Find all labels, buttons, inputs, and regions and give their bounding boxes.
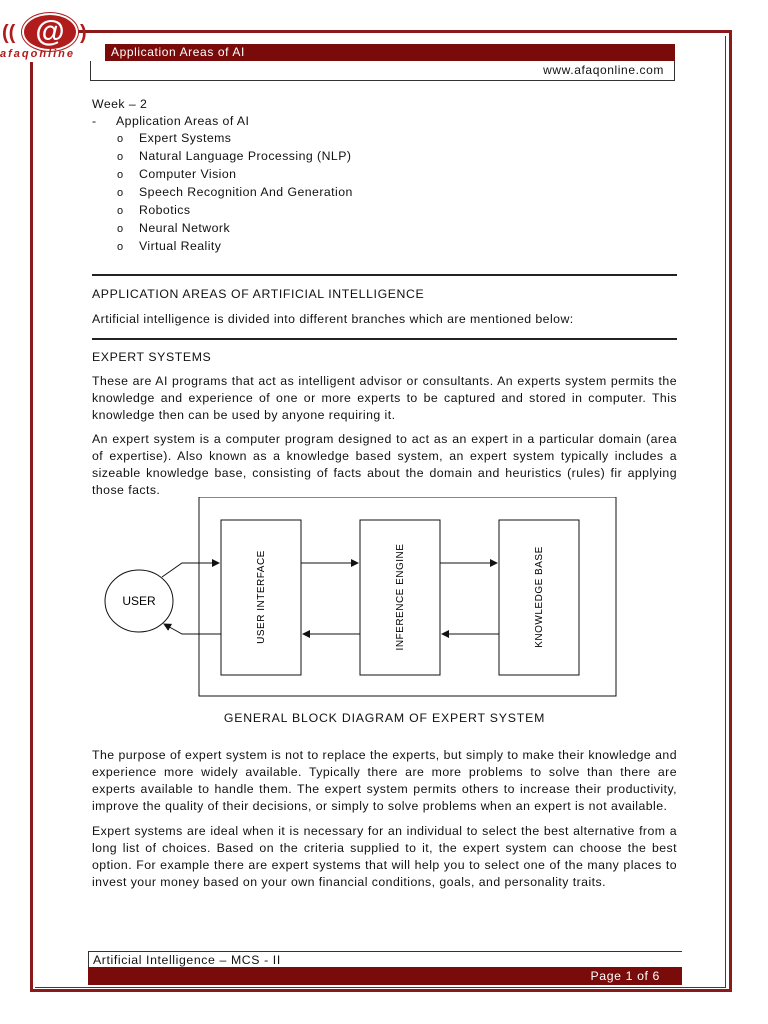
expert-systems-paragraph-2: An expert system is a computer program designed to act as an expert in a particular domain (area of expertise). Also known as a knowledge based system, an expert system typically includes a sizeable knowledge base, consisting of facts about the domain and heuristics (rules) fir applying those facts. [92,432,677,497]
expert-system-block-diagram [92,497,677,737]
header-url[interactable]: www.afaqonline.com [90,61,675,81]
diagram-caption: GENERAL BLOCK DIAGRAM OF EXPERT SYSTEM [223,711,546,725]
outline-topic-text: Application Areas of AI [116,114,250,128]
circle-bullet-icon: o [117,133,124,145]
purpose-paragraph-1: The purpose of expert system is not to replace the experts, but simply to make their knowledge and experience more widely available. Typically there are more problems to solve than there are experts available to handle them. The expert system permits others to increase their productivity, improve the quality of their decisions, or simply to solve problems when an expert is not available. [92,748,677,813]
logo-at-symbol: @ [24,15,76,49]
circle-bullet-icon: o [117,241,124,253]
list-item [92,130,677,148]
header-title: Application Areas of AI [105,44,675,61]
logo-swoosh-icon: ) [80,22,87,44]
list-item-text: Neural Network [139,221,231,235]
section-divider [92,338,677,340]
expert-systems-paragraph-1: These are AI programs that act as intelligent advisor or consultants. An experts system permits the knowledge and experience of one or more experts to be captured and stored in computer. This knowledge then can be used by anyone requiring it. [92,374,677,422]
list-item [92,166,677,184]
footer-page-number: Page 1 of 6 [88,967,682,985]
list-item [92,184,677,202]
circle-bullet-icon: o [117,223,124,235]
list-item-text: Speech Recognition And Generation [139,185,353,199]
outline-topic [92,113,677,130]
section-heading-applications: APPLICATION AREAS OF ARTIFICIAL INTELLIGENCE [92,287,425,301]
section-heading-expert-systems: EXPERT SYSTEMS [92,350,212,364]
user-interface-label: USER INTERFACE [256,550,267,644]
section-divider [92,274,677,276]
circle-bullet-icon: o [117,169,124,181]
main-content [92,96,677,499]
week-label: Week – 2 [92,97,148,111]
inference-engine-label: INFERENCE ENGINE [395,543,406,651]
list-item [92,202,677,220]
list-item-text: Virtual Reality [139,239,222,253]
list-item [92,220,677,238]
arrow-interface-to-user [164,624,221,634]
footer-course-title: Artificial Intelligence – MCS - II [88,951,682,967]
arrow-user-to-interface [162,563,219,577]
list-item [92,238,677,256]
list-item-text: Expert Systems [139,131,232,145]
purpose-section [92,747,677,891]
list-item-text: Robotics [139,203,191,217]
knowledge-base-label: KNOWLEDGE BASE [534,546,545,648]
logo-text: afaqonline [0,48,76,60]
list-item [92,148,677,166]
purpose-paragraph-2: Expert systems are ideal when it is necessary for an individual to select the best alternative from a long list of choices. Based on the criteria supplied to it, the expert system can choose the best option. For example there are expert systems that will help you to select one of the many places to invest your money based on your own financial conditions, goals, and personality traits. [92,824,677,889]
list-item-text: Computer Vision [139,167,237,181]
circle-bullet-icon: o [117,187,124,199]
outline-list [92,130,677,256]
afaqonline-logo [0,12,100,74]
circle-bullet-icon: o [117,151,124,163]
user-label: USER [122,594,156,608]
logo-swoosh-icon: (( [2,22,16,44]
section-intro-text: Artificial intelligence is divided into different branches which are mentioned below: [92,312,574,326]
circle-bullet-icon: o [117,205,124,217]
dash-bullet: - [92,114,97,128]
list-item-text: Natural Language Processing (NLP) [139,149,352,163]
